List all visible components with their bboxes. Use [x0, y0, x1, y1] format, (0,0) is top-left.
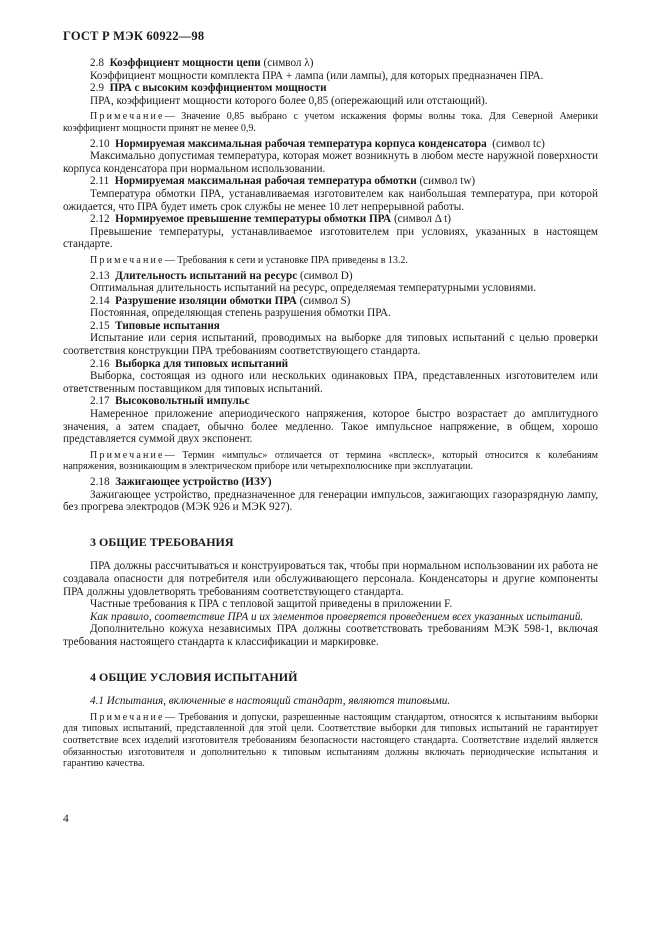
term-title: Коэффициент мощности цепи — [109, 57, 261, 69]
note — [63, 712, 598, 770]
paragraph: Частные требования к ПРА с тепловой защитой приведены в приложении F. — [90, 598, 453, 611]
term-number: 2.14 — [90, 294, 110, 307]
term-title: Нормируемая максимальная рабочая температура обмотки — [114, 175, 417, 188]
term-definition: Постоянная, определяющая степень разрушения обмотки ПРА. — [90, 307, 391, 320]
note-text: — Требования и допуски, разрешенные настоящим стандартом, относятся к испытаниям выборки для типовых испытаний, представленной для этой цели. Соответствие выборки для типовых испытаний не гарантирует соответствие всех изделий изготовителя требованиям безопасности настоящего стандарта. Соответствие изделий является обязанностью изготовителя и дополнительно к типовым испытаниям должны включать периодические испытания и гарантию качества. — [63, 711, 598, 770]
term-2-18 — [63, 476, 598, 489]
term-number: 2.10 — [90, 137, 110, 150]
term-symbol: (символ S) — [299, 294, 351, 307]
term-number: 2.17 — [90, 395, 110, 408]
page-number: 4 — [63, 813, 69, 825]
term-symbol: (символ D) — [299, 269, 353, 282]
term-definition: Коэффициент мощности комплекта ПРА + лампа (или лампы), для которых предназначен ПРА. — [90, 69, 544, 82]
section-heading-3: 3 ОБЩИЕ ТРЕБОВАНИЯ — [90, 534, 234, 549]
term-2-15 — [63, 320, 598, 333]
note — [63, 450, 598, 473]
section-heading-4: 4 ОБЩИЕ УСЛОВИЯ ИСПЫТАНИЙ — [90, 669, 298, 684]
term-2-8 — [63, 57, 598, 70]
term-title: Типовые испытания — [115, 319, 220, 332]
term-definition: Испытание или серия испытаний, проводимых на выборке для типовых испытаний с целью проверки соответствия конструкции ПРА требованиям соответствующего стандарта. — [63, 332, 598, 358]
term-2-16 — [63, 358, 598, 371]
term-definition: Температура обмотки ПРА, устанавливаемая изготовителем как наибольшая температура, при которой ожидается, что ПРА будет иметь срок службы не менее 10 лет непрерывной работы. — [63, 187, 598, 213]
document-header: ГОСТ Р МЭК 60922—98 — [63, 29, 205, 43]
term-symbol: (символ tw) — [419, 175, 476, 188]
note — [63, 111, 598, 134]
term-title: Нормируемая максимальная рабочая температура корпуса конденсатора — [115, 137, 487, 150]
term-title: Зажигающее устройство (ИЗУ) — [115, 476, 272, 488]
term-title: Нормируемое превышение температуры обмотки ПРА — [115, 213, 392, 226]
note-text: — Требования к сети и установке ПРА приведены в 13.2. — [164, 254, 408, 266]
term-definition: Оптимальная длительность испытаний на ресурс, определяемая температурными условиями. — [90, 282, 537, 295]
term-number: 2.12 — [90, 213, 110, 226]
term-definition: Зажигающее устройство, предназначенное для генерации импульсов, зажигающих газоразрядную лампу, без прогрева электродов (МЭК 926 и МЭК 927). — [63, 488, 598, 514]
term-number: 2.18 — [90, 476, 110, 488]
note-text: — Термин «импульс» отличается от термина «всплеск», который относится к колебаниям напряжения, возникающим в электрическом приборе или четырехполюснике при эксплуатации. — [63, 449, 598, 473]
term-number: 2.16 — [90, 357, 110, 370]
note-label: Примечание — [90, 111, 165, 123]
term-number: 2.8 — [90, 57, 104, 69]
term-title: Разрушение изоляции обмотки ПРА — [115, 294, 297, 307]
clause-4-1: 4.1 Испытания, включенные в настоящий стандарт, являются типовыми. — [90, 695, 451, 708]
note-label: Примечание — [90, 449, 165, 461]
term-symbol: (символ Δ t) — [393, 213, 451, 226]
term-title: Высоковольтный импульс — [115, 395, 250, 408]
term-2-11 — [63, 175, 598, 188]
term-number: 2.13 — [90, 269, 110, 282]
term-2-12 — [63, 213, 598, 226]
term-number: 2.9 — [90, 82, 104, 95]
note-text: — Значение 0,85 выбрано с учетом искажения формы волны тока. Для Северной Америки коэффициент мощности принят не менее 0,9. — [63, 111, 598, 134]
term-title: Выборка для типовых испытаний — [115, 357, 289, 370]
document-body — [63, 57, 598, 773]
term-symbol: (символ λ) — [263, 57, 314, 69]
paragraph: Дополнительно кожуха независимых ПРА должны соответствовать требованиям МЭК 598-1, включая требования настоящего стандарта к классификации и маркировке. — [63, 623, 598, 648]
term-title: ПРА с высоким коэффициентом мощности — [109, 82, 327, 95]
term-2-17 — [63, 395, 598, 408]
term-definition: Выборка, состоящая из одного или нескольких одинаковых ПРА, представленных изготовителем или ответственным поставщиком для типовых испытаний. — [63, 370, 598, 395]
term-definition: Превышение температуры, устанавливаемое изготовителем при условиях, указанных в настоящем стандарте. — [63, 225, 598, 251]
term-number: 2.11 — [90, 175, 110, 188]
term-definition: ПРА, коэффициент мощности которого более 0,85 (опережающий или отстающий). — [90, 94, 488, 107]
term-number: 2.15 — [90, 319, 110, 332]
term-title: Длительность испытаний на ресурс — [115, 269, 298, 282]
note — [63, 255, 598, 267]
term-2-13 — [63, 270, 598, 283]
term-definition: Максимально допустимая температура, которая может возникнуть в любом месте наружной поверхности корпуса конденсатора при нормальном использовании. — [63, 150, 598, 175]
term-symbol: (символ tc) — [492, 137, 545, 150]
term-definition: Намеренное приложение апериодического напряжения, которое быстро возрастает до амплитудного значения, а затем спадает, обычно более медленно. Такое импульсное напряжение, в общем, хорошо представляется суммой двух экспонент. — [63, 408, 598, 446]
term-2-14 — [63, 295, 598, 308]
term-2-9 — [63, 82, 598, 95]
note-label: Примечание — [90, 254, 165, 266]
note-label: Примечание — [90, 711, 165, 723]
paragraph: ПРА должны рассчитываться и конструироваться так, чтобы при нормальном использовании их работа не создавала опасности для потребителя или обслуживающего персонала. Конденсаторы и другие компоненты ПРА должны удовлетворять требованиям соответствующего стандарта. — [63, 560, 598, 598]
paragraph-italic: Как правило, соответствие ПРА и их элементов проверяется проведением всех указанных испытаний. — [90, 610, 584, 623]
term-2-10 — [63, 138, 598, 151]
